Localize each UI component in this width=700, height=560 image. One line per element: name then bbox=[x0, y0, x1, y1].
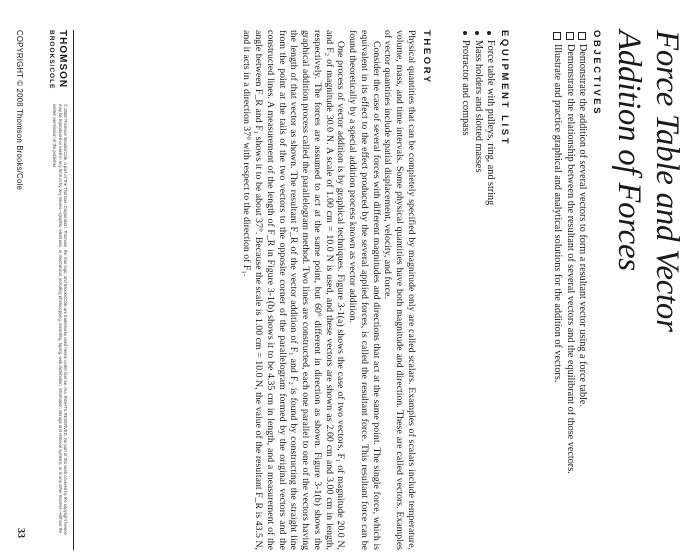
equipment-item: Protractor and compass bbox=[459, 30, 471, 550]
theory-paragraph: Consider the case of several forces with different magnitudes and directions that act at the same point. The single force, which is equivalent in its effect to the effect produced by the several applied forces, is called the resultant force. This resultant force can be found theoretically by a special addition process known as vector addition. bbox=[347, 30, 382, 550]
checkbox-icon bbox=[553, 32, 561, 40]
theory-paragraph: Physical quantities that can be completely specified by magnitude only are called scalars. Examples of scalars include temperature, volume, mass, and time intervals. Some physical quantities have both magnitude and direction. These are called vectors. Examples of vector quantities include spatial displacement, velocity, and force. bbox=[382, 30, 417, 550]
equipment-heading: EQUIPMENT LIST bbox=[499, 30, 510, 147]
objective-item: Illustrate and practice graphical and analytical solutions for the addition of vectors. bbox=[551, 30, 563, 550]
logo-brooks-cole: BROOKS/COLE bbox=[48, 30, 55, 90]
footer-divider bbox=[73, 30, 74, 550]
bullet-icon bbox=[475, 31, 479, 35]
theory-heading: THEORY bbox=[421, 30, 432, 85]
checkbox-icon bbox=[578, 32, 586, 40]
equipment-item: Force table with pulleys, ring, and string bbox=[484, 30, 496, 550]
publisher-logo bbox=[48, 30, 68, 94]
objectives-heading: OBJECTIVES bbox=[591, 30, 602, 117]
title-line-2: Addition of Forces bbox=[611, 30, 647, 271]
objective-item: Demonstrate the addition of several vectors to form a resultant vector using a force table. bbox=[576, 30, 588, 550]
legal-fine-print: © 2008 Thomson Brooks/Cole, a part of The Thomson Corporation. Thomson, the Star logo, and Brooks/Cole are trademarks used herein under license. ALL RIGHTS RESERVED. No part of this work covered by the copyright hereon may be reproduced or used in any form or by any means—graphic, electronic, or mechanical, including photocopying, recording, taping, web distribution, information storage and retrieval systems, or in any other manner—without the written permission of the publisher. bbox=[52, 104, 68, 536]
title-line-1: Force Table and Vector bbox=[649, 30, 685, 332]
bullet-icon bbox=[463, 31, 467, 35]
objectives-list bbox=[551, 30, 588, 550]
equipment-list bbox=[459, 30, 496, 550]
objective-item: Demonstrate the relationship between the resultant of several vectors and the equilibrant of those vectors. bbox=[563, 30, 575, 550]
checkbox-icon bbox=[566, 32, 574, 40]
equipment-item: Mass holders and slotted masses bbox=[471, 30, 483, 550]
bullet-icon bbox=[488, 31, 492, 35]
page-title bbox=[610, 30, 686, 332]
equipment-section bbox=[459, 30, 510, 550]
page-number: 33 bbox=[15, 528, 26, 538]
theory-paragraph: One process of vector addition is by graphical techniques. Figure 3-1(a) shows the case of two vectors, F₁ of magnitude 20.0 N, and F₂ of magnitude 30.0 N. A scale of 1.00 cm = 10.0 N is used, and these vectors are shown as 2.00 cm and 3.00 cm in length, respectively. The forces are assumed to act at the same point, but 60° different in direction as shown. Figure 3-1(b) shows the graphical addition process called the parallelogram method. Two lines are constructed, each one parallel to one of the vectors having the length of that vector as shown. The resultant F_R of the vector addition of F₁ and F₂ is found by constructing the straight line from the point at the tails of the two vectors to the opposite corner of the parallelogram formed by the original vectors and the constructed lines. A measurement of the length of F_R in Figure 3-1(b) shows it to be 4.35 cm in length, and a measurement of the angle between F_R and F₁ shows it to be about 37°. Because the scale is 1.00 cm = 10.0 N, the value of the resultant F_R is 43.5 N, and it acts in a direction 37° with respect to the direction of F₁. bbox=[241, 30, 347, 550]
objectives-section bbox=[551, 30, 602, 550]
copyright-notice: COPYRIGHT © 2008 Thomson Brooks/Cole bbox=[15, 30, 24, 190]
logo-thomson: THOMSON bbox=[57, 30, 68, 89]
theory-section bbox=[241, 30, 432, 550]
